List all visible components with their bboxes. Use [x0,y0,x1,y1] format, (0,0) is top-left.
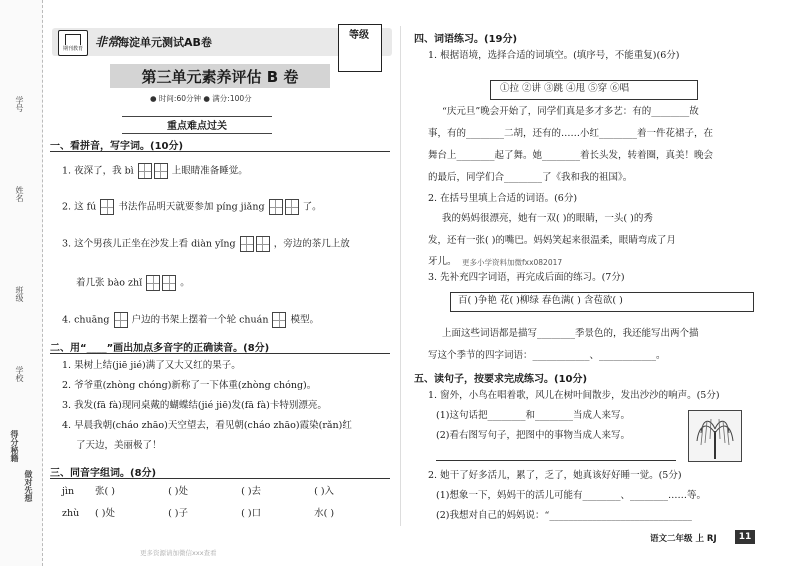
s2-q2[interactable]: 2. 爷爷重(zhòng chóng)新称了一下体重(zhòng chóng)。 [62,380,317,391]
s5-q1: 1. 窗外，小鸟在唱着歌，风儿在树叶间散步，发出沙沙的响声。(5分) [428,390,720,401]
margin-field-student-no: 学号 [15,96,24,112]
s4-q2-line-1[interactable]: 我的妈妈很漂亮，她有一双( )的眼睛，一头( )的秀 [442,213,653,224]
s1-q1-text-b: 上眼睛准备睡觉。 [171,165,248,177]
tianzige-answer[interactable] [137,163,169,179]
s1-q1-text-a: 1. 夜深了，我 bì [62,165,134,177]
s3-row-2-pinyin: zhù [62,508,80,519]
section-1-rule [50,151,390,152]
s3-blank[interactable]: ( )口 [241,508,262,519]
s4-q2-line-2[interactable]: 发，还有一张( )的嘴巴。妈妈笑起来很温柔，眼睛弯成了月 [428,235,676,246]
grade-label: 等级 [349,30,369,41]
exam-meta: ● 时间:60分钟 ● 满分:100分 [150,94,252,103]
s4-q3-title: 3. 先补充四字词语，再完成后面的练习。(7分) [428,272,625,283]
section-5-heading: 五、读句子，按要求完成练习。(10分) [414,374,588,385]
s1-q2 [62,199,322,215]
binding-margin [0,0,43,566]
section-4-heading: 四、词语练习。(19分) [414,34,518,45]
s1-q2-text-a: 2. 这 fú [62,201,97,213]
s5-q1-b: (2)看右图写句子，把图中的事物当成人来写。 [436,430,630,441]
s3-blank[interactable]: 张( ) [95,486,115,497]
section-2-rule [50,353,390,354]
s1-q3-text-a: 3. 这个男孩儿正坐在沙发上看 diàn yǐng [62,238,236,250]
word-options: ①拉 ②讲 ③跳 ④甩 ⑤穿 ⑥唱 [500,83,630,94]
s4-q3-line-1[interactable]: 上面这些词语都是描写________季景色的，我还能写出两个描 [442,328,699,339]
s1-q2-text-c: 了。 [302,201,322,213]
s4-q3-line-2[interactable]: 写这个季节的四字词语：____________、____________。 [428,350,666,361]
key-points-banner-text: 重点难点过关 [167,121,227,132]
s1-q4 [62,312,319,328]
series-title: 海淀单元测试AB卷 [118,36,212,49]
s4-q2-title: 2. 在括号里填上合适的词语。(6分) [428,193,578,204]
s3-row-1 [62,486,374,498]
s5-q2: 2. 她干了好多活儿，累了，乏了，她真该好好睡一觉。(5分) [428,470,682,481]
s4-q2-line-3: 牙儿。 [428,256,457,267]
section-3-rule [50,478,390,479]
tianzige-answer[interactable] [239,236,271,252]
margin-slogan-2: 做对先想 [24,470,34,502]
watermark-text: 更多小学资料加微fxx082017 [462,258,563,267]
s1-q3-cont [76,275,190,291]
footer-note: 更多资源请加微信xxx查看 [140,549,217,557]
tianzige-answer[interactable] [145,275,177,291]
s5-q2-b[interactable]: (2)我想对自己的妈妈说：“______________________________ [436,510,692,521]
s1-q4-text-c: 模型。 [290,314,320,326]
s1-q4-text-b: 户边的书架上摆着一个轮 chuán [131,314,269,326]
s3-blank[interactable]: ( )子 [168,508,188,519]
s4-q1-line-1[interactable]: “庆元旦”晚会开始了，同学们真是多才多艺：有的________故 [442,106,699,117]
s3-blank[interactable]: ( )处 [168,486,188,497]
s3-row-1-pinyin: jìn [62,486,75,497]
s3-blank[interactable]: ( )处 [95,508,115,519]
margin-field-class: 班级 [15,286,24,302]
brand-logo [58,30,88,56]
s4-q1-title: 1. 根据语境，选择合适的词填空。(填序号，不能重复)(6分) [428,50,680,61]
s3-row-2 [62,508,374,520]
s4-q1-line-4[interactable]: 的最后，同学们合________了《我和我的祖国》。 [428,172,633,183]
s2-q1[interactable]: 1. 果树上结(jiē jié)满了又大又红的果子。 [62,360,241,371]
brand-calligraphy: 非常 [95,35,120,49]
page-title: 第三单元素养评估 B 卷 [141,68,299,86]
s4-q1-line-2[interactable]: 事，有的________二胡，还有的……小红________着一件花裙子，在 [428,128,714,139]
page-number: 11 [735,530,755,544]
s1-q2-text-b: 书法作品明天就要参加 píng jiǎng [118,201,265,213]
willow-tree-image [688,410,742,462]
margin-field-school: 学校 [15,366,24,382]
section-3-heading: 三、同音字组词。(8分) [50,468,157,479]
s3-blank[interactable]: ( )去 [241,486,262,497]
s2-q3[interactable]: 3. 我发(fā fà)现同桌戴的蝴蝶结(jié jiē)发(fā fà)卡特别漂亮。 [62,400,327,411]
s1-q3-text-c: 着几张 bào zhǐ [76,277,143,289]
s1-q3-text-b: ，旁边的茶几上放 [273,238,350,250]
tianzige-answer[interactable] [271,312,287,328]
s1-q3-text-d: 。 [180,277,190,289]
footer-subject: 语文二年级 上 RJ [650,534,717,544]
section-2-heading: 二、用“____”画出加点多音字的正确读音。(8分) [50,343,270,354]
page-divider [400,26,401,526]
s4-q1-line-3[interactable]: 舞台上________起了舞。她________着长头发，转着圈，真美！晚会 [428,150,714,161]
s1-q3 [62,236,350,252]
s3-blank[interactable]: 水( ) [314,508,335,519]
tianzige-answer[interactable] [113,312,129,328]
section-1-heading: 一、看拼音，写字词。(10分) [50,141,184,152]
tianzige-answer[interactable] [99,199,115,215]
s2-q4-cont: 了天边，美丽极了！ [76,440,162,451]
s5-q2-a[interactable]: (1)想象一下，妈妈干的活儿可能有________、________……等。 [436,490,706,501]
s2-q4[interactable]: 4. 早晨我朝(cháo zhāo)天空望去，看见朝(cháo zhāo)霞染(rǎn)红 [62,420,352,431]
idiom-blanks[interactable]: 百( )争艳 花( )柳绿 春色满( ) 含苞欲( ) [458,295,623,306]
s1-q1 [62,163,248,179]
s5-q1-a[interactable]: (1)这句话把________和________当成人来写。 [436,410,630,421]
brand-logo-text: 期刊教育 [62,46,83,52]
tianzige-answer[interactable] [268,199,300,215]
s5-q1-b-answer-line[interactable] [436,450,676,461]
s3-blank[interactable]: ( )入 [314,486,335,497]
s1-q4-text-a: 4. chuāng [62,314,110,326]
margin-slogan: 得分秘籍 [10,430,20,462]
margin-field-name: 姓名 [15,186,24,202]
